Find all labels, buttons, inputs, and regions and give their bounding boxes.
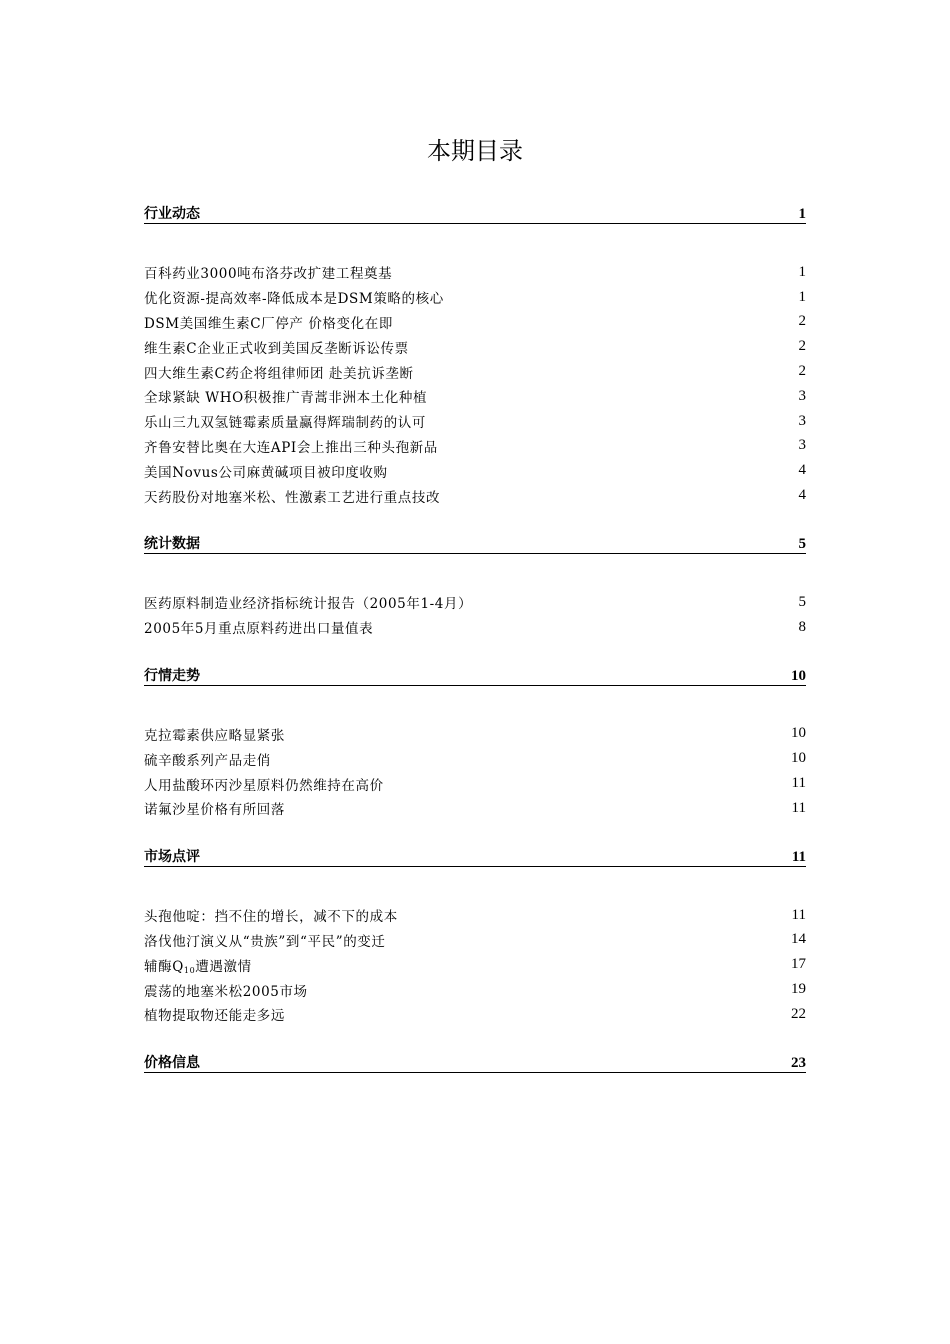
toc-entry[interactable] xyxy=(144,746,806,771)
toc-entry[interactable] xyxy=(144,483,806,508)
entry-title: 美国Novus公司麻黄碱项目被印度收购 xyxy=(144,464,388,481)
entry-title: 2005年5月重点原料药进出口量值表 xyxy=(144,621,374,638)
entry-page-number: 3 xyxy=(798,437,806,454)
section-heading[interactable] xyxy=(144,534,806,554)
toc-entry[interactable] xyxy=(144,952,806,977)
toc-entry[interactable] xyxy=(144,928,806,953)
toc-entry[interactable] xyxy=(144,310,806,335)
entry-list xyxy=(144,590,806,640)
toc-entry[interactable] xyxy=(144,722,806,747)
entry-title: 百科药业3000吨布洛芬改扩建工程奠基 xyxy=(144,266,393,283)
entry-title: 医药原料制造业经济指标统计报告（2005年1-4月） xyxy=(144,596,473,613)
entry-page-number: 3 xyxy=(798,387,806,404)
entry-page-number: 8 xyxy=(798,618,806,635)
entry-page-number: 11 xyxy=(791,906,806,923)
toc-entry[interactable] xyxy=(144,458,806,483)
section-page-number: 5 xyxy=(798,535,806,552)
toc-entry[interactable] xyxy=(144,977,806,1002)
entry-title: 头孢他啶：挡不住的增长，减不下的成本 xyxy=(144,909,398,926)
entry-page-number: 22 xyxy=(791,1005,806,1022)
entry-title: 四大维生素C药企将组律师团 赴美抗诉垄断 xyxy=(144,365,414,382)
section-page-number: 11 xyxy=(791,848,806,865)
toc-section-industry-news xyxy=(144,204,806,508)
entry-title: 硫辛酸系列产品走俏 xyxy=(144,752,271,769)
section-title: 价格信息 xyxy=(144,1054,200,1071)
entry-list xyxy=(144,260,806,508)
entry-title: 震荡的地塞米松2005市场 xyxy=(144,983,308,1000)
section-title: 行业动态 xyxy=(144,206,200,222)
entry-page-number: 10 xyxy=(791,750,806,767)
toc-entry[interactable] xyxy=(144,384,806,409)
entry-title-main: 辅酶Q xyxy=(144,958,184,975)
section-page-number: 10 xyxy=(791,667,806,684)
entry-title: 诺氟沙星价格有所回落 xyxy=(144,802,285,819)
entry-page-number: 2 xyxy=(798,363,806,380)
toc-entry[interactable] xyxy=(144,285,806,310)
section-heading[interactable] xyxy=(144,204,806,224)
toc-section-market-commentary xyxy=(144,847,806,1027)
toc-entry[interactable] xyxy=(144,434,806,459)
section-title: 统计数据 xyxy=(144,535,200,552)
section-heading[interactable] xyxy=(144,847,806,867)
entry-title: 优化资源-提高效率-降低成本是DSM策略的核心 xyxy=(144,291,444,308)
entry-page-number: 19 xyxy=(791,981,806,998)
toc-entry[interactable] xyxy=(144,409,806,434)
entry-page-number: 14 xyxy=(791,931,806,948)
entry-title: DSM美国维生素C厂停产 价格变化在即 xyxy=(144,315,393,332)
entry-list xyxy=(144,903,806,1027)
toc-entry[interactable] xyxy=(144,903,806,928)
toc-entry[interactable] xyxy=(144,260,806,285)
toc-entry[interactable] xyxy=(144,590,806,615)
entry-title xyxy=(144,955,252,975)
entry-page-number: 10 xyxy=(791,725,806,742)
table-of-contents xyxy=(144,204,806,1073)
entry-title: 全球紧缺 WHO积极推广青蒿非洲本土化种植 xyxy=(144,390,428,407)
entry-title: 维生素C企业正式收到美国反垄断诉讼传票 xyxy=(144,340,409,357)
entry-title-tail: 遭遇激情 xyxy=(195,958,252,975)
entry-page-number: 2 xyxy=(798,338,806,355)
entry-list xyxy=(144,722,806,821)
toc-entry[interactable] xyxy=(144,796,806,821)
section-page-number: 23 xyxy=(791,1054,806,1071)
section-title: 行情走势 xyxy=(144,667,200,684)
toc-entry[interactable] xyxy=(144,771,806,796)
entry-title: 乐山三九双氢链霉素质量赢得辉瑞制药的认可 xyxy=(144,415,426,432)
entry-page-number: 4 xyxy=(798,487,806,504)
entry-page-number: 17 xyxy=(791,956,806,973)
toc-section-price-info xyxy=(144,1053,806,1073)
entry-title: 洛伐他汀演义从“贵族”到“平民”的变迁 xyxy=(144,933,386,950)
entry-title: 克拉霉素供应略显紧张 xyxy=(144,727,285,744)
toc-entry[interactable] xyxy=(144,1002,806,1027)
section-title: 市场点评 xyxy=(144,848,200,865)
page-title: 本期目录 xyxy=(427,137,523,165)
entry-page-number: 1 xyxy=(798,288,806,305)
entry-page-number: 2 xyxy=(798,313,806,330)
toc-entry[interactable] xyxy=(144,334,806,359)
entry-page-number: 4 xyxy=(798,462,806,479)
entry-title-subscript: 10 xyxy=(183,965,196,975)
toc-entry[interactable] xyxy=(144,615,806,640)
section-heading[interactable] xyxy=(144,1053,806,1073)
entry-page-number: 11 xyxy=(791,799,806,816)
toc-section-market-trends xyxy=(144,666,806,821)
entry-title: 天药股份对地塞米松、性激素工艺进行重点技改 xyxy=(144,489,441,506)
entry-page-number: 1 xyxy=(798,263,806,280)
entry-page-number: 3 xyxy=(798,412,806,429)
entry-title: 人用盐酸环丙沙星原料仍然维持在高价 xyxy=(144,777,384,794)
toc-section-statistics xyxy=(144,534,806,640)
entry-title: 齐鲁安替比奥在大连API会上推出三种头孢新品 xyxy=(144,439,438,456)
toc-entry[interactable] xyxy=(144,359,806,384)
entry-page-number: 11 xyxy=(791,775,806,792)
section-page-number: 1 xyxy=(798,206,806,222)
entry-title: 植物提取物还能走多远 xyxy=(144,1008,285,1025)
section-heading[interactable] xyxy=(144,666,806,686)
entry-page-number: 5 xyxy=(798,593,806,610)
